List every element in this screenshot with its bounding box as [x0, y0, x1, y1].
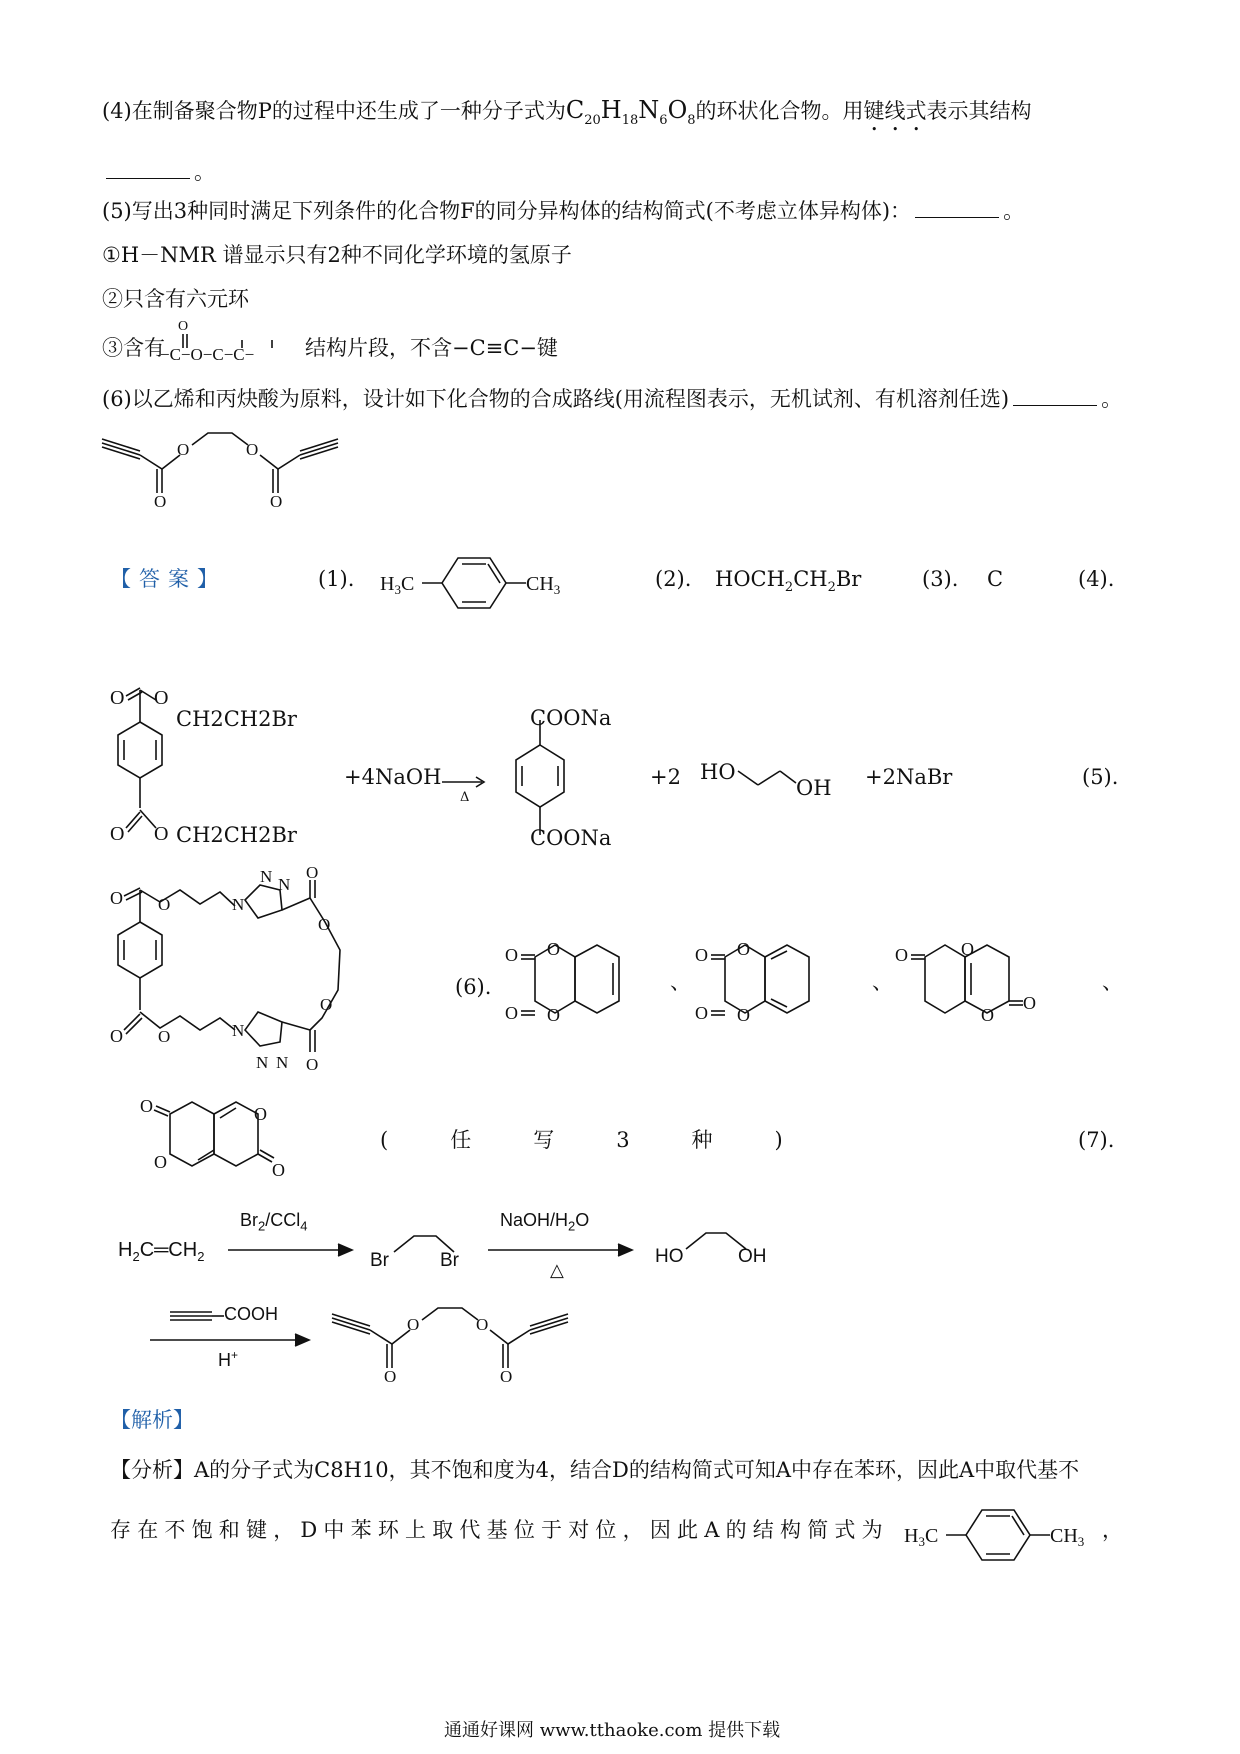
isomer-2-drawing — [695, 935, 855, 1025]
svg-text:O: O — [158, 1027, 171, 1046]
svg-text:O: O — [110, 1026, 123, 1046]
q6-line — [102, 387, 1122, 412]
q6-end: 。 — [1101, 387, 1123, 411]
final-product-drawing — [330, 1300, 570, 1386]
plus-nabr: +2NaBr — [865, 765, 953, 789]
svg-text:O: O — [1023, 993, 1036, 1013]
target-compound-drawing — [100, 425, 340, 511]
answer-2-value: $HOCH_2CH_2Br$ — [715, 567, 862, 596]
route-arrow-1 — [228, 1240, 358, 1260]
svg-text:O: O — [158, 895, 171, 914]
answer-3-value: C — [987, 567, 1004, 591]
answer-blank[interactable] — [1013, 404, 1097, 406]
diol-ho: HO — [700, 760, 736, 784]
svg-text:O: O — [318, 915, 331, 934]
route-arrow-2 — [488, 1240, 638, 1260]
methyl-left: $H_3C$ — [380, 573, 415, 597]
glycol-oh: OH — [738, 1246, 767, 1267]
footer-text: 通通好课网 www.tthaoke.com 提供下载 — [444, 1720, 781, 1741]
analysis-line-2: 存在不饱和键，D中苯环上取代基位于对位，因此A的结构简式为 — [110, 1518, 889, 1542]
reactant-substituent-top: CH2CH2Br — [176, 707, 297, 731]
q4-end: 。 — [194, 160, 215, 184]
ethylene: $H_2C═CH_2$ — [118, 1239, 205, 1264]
q4-text-post: 的环状化合物。用 — [695, 99, 864, 123]
svg-text:O: O — [254, 1104, 267, 1124]
answer-blank[interactable] — [915, 216, 999, 218]
svg-text:O: O — [270, 492, 283, 511]
answer-3-num: (3). — [922, 567, 959, 591]
isomer-3-drawing — [895, 935, 1095, 1025]
p-xylene-drawing — [380, 548, 570, 618]
svg-text:O: O — [154, 687, 169, 709]
reactant-substituent-bottom: CH2CH2Br — [176, 823, 297, 847]
svg-text:O: O — [476, 1315, 489, 1334]
q4-line1 — [102, 96, 1032, 136]
q4-text: (4)在制备聚合物P的过程中还生成了一种分子式为 — [102, 99, 566, 123]
svg-text:N: N — [276, 1053, 289, 1072]
svg-text:O: O — [500, 1367, 513, 1386]
svg-text:O: O — [272, 1160, 285, 1180]
svg-text:O: O — [505, 1003, 518, 1023]
svg-text:CH3: $CH_3$ — [1050, 1525, 1085, 1549]
q5-cond3-post: 结构片段，不含−C≡C−键 — [305, 336, 558, 360]
any-three-note: (任写3种) — [380, 1128, 845, 1152]
q5-cond2: ②只含有六元环 — [102, 287, 249, 311]
route-reagent-3-acid: H+ — [218, 1348, 239, 1370]
isomer-1-drawing — [505, 935, 665, 1025]
route-reagent-2: NaOH/$H_2O$ — [500, 1210, 590, 1234]
macrocycle-drawing — [110, 863, 390, 1080]
svg-text:N: N — [256, 1053, 269, 1072]
answer-7-num: (7). — [1078, 1128, 1115, 1152]
svg-text:N: N — [260, 867, 273, 886]
answer-blank[interactable] — [106, 177, 190, 179]
svg-text:O: O — [110, 687, 125, 709]
svg-text:O: O — [547, 939, 560, 959]
q4-line2 — [102, 160, 215, 185]
glycol-ho: HO — [655, 1246, 684, 1267]
q4-emphasis: 键线式 — [863, 99, 927, 123]
q4-formula: $C_{20}H_{18}N_6O_8$ — [565, 96, 696, 128]
svg-text:N: N — [232, 895, 245, 914]
answer-1-num: (1). — [318, 567, 355, 591]
answer-5-num: (5). — [1082, 765, 1119, 789]
svg-text:O: O — [695, 945, 708, 965]
svg-text:O: O — [737, 939, 750, 959]
svg-text:O: O — [384, 1367, 397, 1386]
analysis-p-xylene-drawing — [904, 1500, 1094, 1570]
svg-text:O: O — [895, 945, 908, 965]
svg-text:O: O — [177, 440, 190, 459]
plus-naoh: +4NaOH — [344, 765, 442, 789]
svg-text:O: O — [320, 995, 333, 1014]
svg-text:O: O — [246, 440, 259, 459]
analysis-label: 【解析】 — [110, 1408, 194, 1432]
svg-text:O: O — [140, 1096, 153, 1116]
svg-text:O: O — [547, 1005, 560, 1025]
product-coona-bottom: COONa — [530, 826, 612, 850]
answer-4-num: (4). — [1078, 567, 1115, 591]
svg-text:O: O — [306, 863, 319, 882]
reaction-condition: Δ — [460, 790, 470, 805]
dibromide-br-left: Br — [370, 1250, 389, 1271]
svg-text:O: O — [306, 1055, 319, 1074]
svg-text:O: O — [154, 492, 167, 511]
q5-end: 。 — [1003, 199, 1025, 223]
q5-cond1: ①H－NMR 谱显示只有2种不同化学环境的氢原子 — [102, 243, 572, 267]
svg-text:O: O — [981, 1005, 994, 1025]
svg-text:O: O — [505, 945, 518, 965]
svg-text:O: O — [178, 319, 189, 334]
svg-text:O: O — [407, 1315, 420, 1334]
plus-two: +2 — [650, 765, 681, 789]
diol-oh: OH — [796, 776, 832, 800]
svg-text:O: O — [154, 1152, 167, 1172]
answer-label: 【答案】 — [110, 567, 226, 591]
isomer-sep-2: 、 — [872, 970, 893, 994]
svg-text:H3C: $H_3C$ — [904, 1525, 939, 1549]
q5-cond3-pre: ③含有 — [102, 336, 165, 360]
route-reagent-1: $Br_2/CCl_4$ — [240, 1210, 308, 1234]
q4-text-end: 表示其结构 — [926, 99, 1032, 123]
route-condition-2: △ — [550, 1260, 564, 1280]
isomer-sep-3: 、 — [1102, 970, 1123, 994]
isomer-sep-1: 、 — [670, 970, 691, 994]
analysis-end: ， — [1102, 1518, 1123, 1542]
q6-text: (6)以乙烯和丙炔酸为原料，设计如下化合物的合成路线(用流程图表示，无机试剂、有机溶剂任选) — [102, 387, 1010, 411]
svg-text:O: O — [110, 823, 125, 845]
svg-text:O: O — [961, 939, 974, 959]
route-reagent-3: COOH — [224, 1304, 278, 1324]
q5-text: (5)写出3种同时满足下列条件的化合物F的同分异构体的结构简式(不考虑立体异构体)： — [102, 199, 912, 223]
svg-text:O: O — [737, 1005, 750, 1025]
ester-fragment-drawing — [160, 316, 310, 366]
svg-text:−C−O−C−C−: −C−O−C−C− — [160, 345, 255, 364]
svg-text:N: N — [278, 875, 291, 894]
svg-text:O: O — [154, 823, 169, 845]
answer-6-num: (6). — [455, 975, 492, 999]
svg-text:O: O — [110, 888, 123, 908]
svg-text:CH3: $CH_3$ — [526, 573, 561, 597]
dibromide-br-right: Br — [440, 1250, 459, 1271]
analysis-line-1: 【分析】A的分子式为C8H10，其不饱和度为4，结合D的结构简式可知A中存在苯环，因此A中取代基不 — [110, 1458, 1080, 1482]
answer-2-num: (2). — [655, 567, 692, 591]
isomer-4-drawing — [140, 1090, 320, 1190]
svg-text:N: N — [232, 1021, 245, 1040]
q5-line — [102, 199, 1024, 224]
svg-text:O: O — [695, 1003, 708, 1023]
product-coona-top: COONa — [530, 706, 612, 730]
